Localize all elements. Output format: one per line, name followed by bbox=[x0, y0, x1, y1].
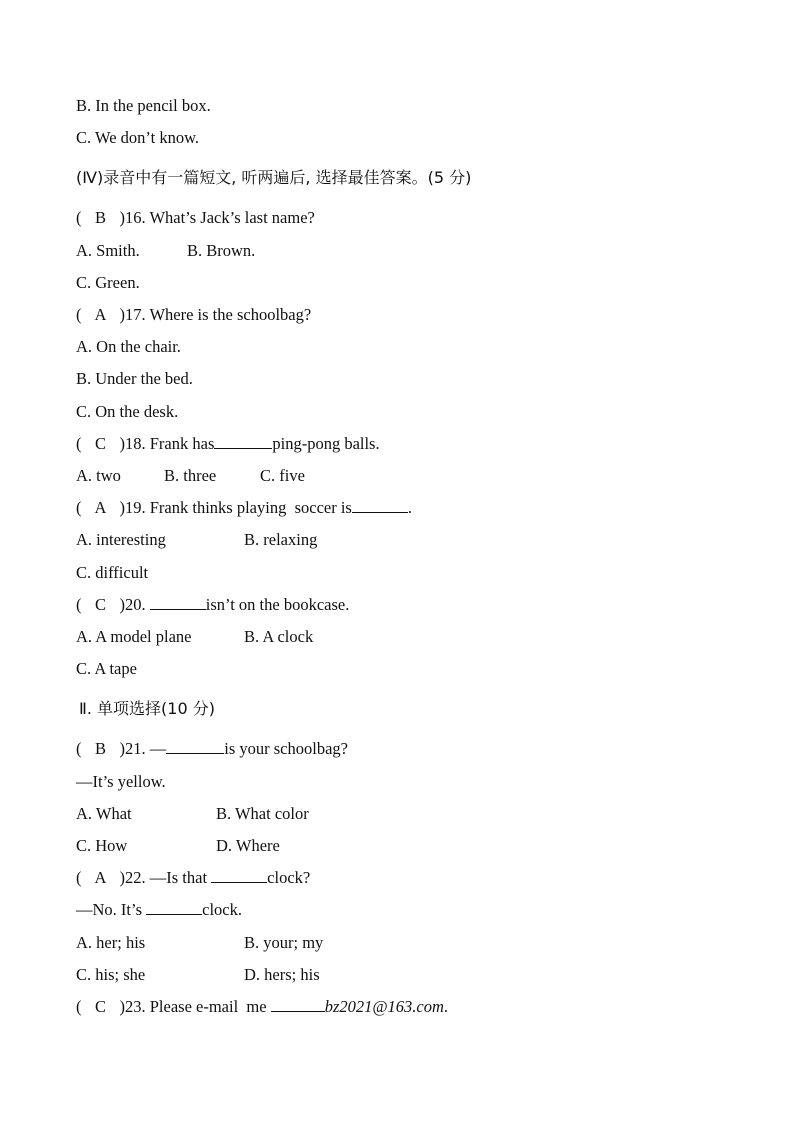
q16-option-c: C. Green. bbox=[76, 273, 140, 292]
answer-16: B bbox=[94, 208, 106, 227]
q22-option-c: C. his; she bbox=[76, 965, 146, 984]
q19-option-a: A. interesting bbox=[76, 530, 166, 549]
blank bbox=[352, 498, 408, 513]
answer-20: C bbox=[94, 595, 106, 614]
question-20: ( C )20. isn’t on the bookcase. bbox=[76, 595, 350, 614]
option-b-prev: B. In the pencil box. bbox=[76, 96, 211, 115]
q21-option-c: C. How bbox=[76, 836, 128, 855]
option-c-prev: C. We don’t know. bbox=[76, 128, 200, 147]
q19-option-b: B. relaxing bbox=[244, 530, 318, 549]
q18-option-c: C. five bbox=[260, 466, 305, 485]
question-17: ( A )17. Where is the schoolbag? bbox=[76, 305, 312, 324]
answer-21: B bbox=[94, 739, 106, 758]
question-21: ( B )21. — is your schoolbag? bbox=[76, 739, 348, 758]
q22-option-a: A. her; his bbox=[76, 933, 146, 952]
q21-response: —It’s yellow. bbox=[76, 772, 166, 791]
blank bbox=[211, 868, 267, 883]
q18-option-a: A. two bbox=[76, 466, 121, 485]
question-22: ( A )22. —Is that clock? bbox=[76, 868, 311, 887]
answer-17: A bbox=[94, 305, 107, 324]
q16-option-a: A. Smith. bbox=[76, 241, 140, 260]
answer-19: A bbox=[94, 498, 107, 517]
blank bbox=[271, 997, 325, 1012]
answer-22: A bbox=[94, 868, 107, 887]
q21-option-a: A. What bbox=[76, 804, 132, 823]
section-iv-heading: (Ⅳ)录音中有一篇短文, 听两遍后, 选择最佳答案。(5 分) bbox=[76, 168, 472, 187]
question-19: ( A )19. Frank thinks playing soccer is . bbox=[76, 498, 412, 517]
q20-option-b: B. A clock bbox=[244, 627, 314, 646]
email-address: bz2021@163.com bbox=[324, 997, 444, 1016]
section-ii-heading: Ⅱ. 单项选择(10 分) bbox=[79, 699, 215, 718]
q17-option-b: B. Under the bed. bbox=[76, 369, 193, 388]
q22-response: —No. It’s clock. bbox=[76, 900, 242, 919]
q18-option-b: B. three bbox=[164, 466, 217, 485]
blank bbox=[214, 434, 272, 449]
blank bbox=[150, 595, 206, 610]
q22-option-d: D. hers; his bbox=[244, 965, 320, 984]
question-18: ( C )18. Frank has ping-pong balls. bbox=[76, 434, 380, 453]
blank bbox=[146, 900, 202, 915]
q20-option-a: A. A model plane bbox=[76, 627, 192, 646]
q22-option-b: B. your; my bbox=[244, 933, 324, 952]
q20-option-c: C. A tape bbox=[76, 659, 137, 678]
q21-option-b: B. What color bbox=[216, 804, 309, 823]
question-16: ( B )16. What’s Jack’s last name? bbox=[76, 208, 315, 227]
q17-option-c: C. On the desk. bbox=[76, 402, 179, 421]
q17-option-a: A. On the chair. bbox=[76, 337, 181, 356]
q16-option-b: B. Brown. bbox=[187, 241, 256, 260]
q19-option-c: C. difficult bbox=[76, 563, 149, 582]
answer-23: C bbox=[94, 997, 106, 1016]
answer-18: C bbox=[94, 434, 106, 453]
q21-option-d: D. Where bbox=[216, 836, 280, 855]
blank bbox=[166, 739, 224, 754]
question-23: ( C )23. Please e-mail me bz2021@163.com. bbox=[76, 997, 449, 1016]
